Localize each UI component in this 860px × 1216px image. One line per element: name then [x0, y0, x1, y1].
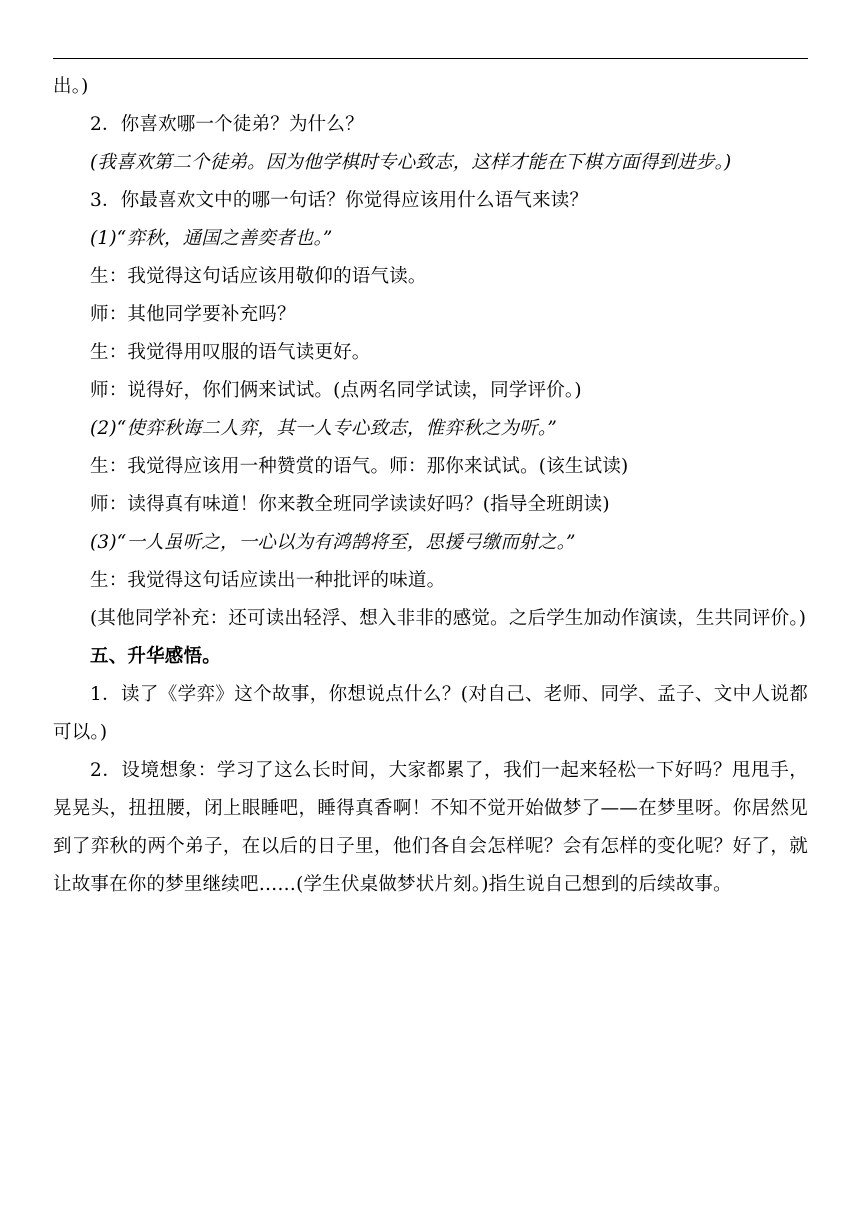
quote-1: (1)“弈秋，通国之善奕者也。” — [90, 228, 333, 249]
header-rule — [53, 58, 808, 59]
dialogue-line: 师：说得好，你们俩来试试。(点两名同学试读，同学评价。) — [90, 380, 582, 401]
quote-3: (3)“一人虽听之，一心以为有鸿鹄将至，思援弓缴而射之。” — [90, 532, 576, 553]
dialogue-line: 生：我觉得应该用一种赞赏的语气。师：那你来试试。(该生试读) — [90, 456, 629, 477]
activity-1: 1．读了《学弈》这个故事，你想说点什么？(对自己、老师、同学、孟子、文中人说都可以。) — [53, 684, 808, 743]
dialogue-line: 生：我觉得这句话应该用敬仰的语气读。 — [90, 266, 427, 287]
question-2: 2．你喜欢哪一个徒弟？为什么？ — [90, 114, 364, 135]
dialogue-line: 师：读得真有味道！你来教全班同学读读好吗？(指导全班朗读) — [90, 494, 610, 515]
dialogue-line: 生：我觉得用叹服的语气读更好。 — [90, 342, 371, 363]
supplement-note: (其他同学补充：还可读出轻浮、想入非非的感觉。之后学生加动作演读，生共同评价。) — [90, 608, 807, 629]
question-3: 3．你最喜欢文中的哪一句话？你觉得应该用什么语气来读？ — [90, 190, 589, 211]
document-body — [53, 68, 808, 904]
paragraph-continuation: 出。) — [53, 76, 89, 97]
quote-2: (2)“使弈秋诲二人弈，其一人专心致志，惟弈秋之为听。” — [90, 418, 557, 439]
dialogue-line: 生：我觉得这句话应读出一种批评的味道。 — [90, 570, 446, 591]
answer-2: (我喜欢第二个徒弟。因为他学棋时专心致志，这样才能在下棋方面得到进步。) — [90, 152, 732, 173]
dialogue-line: 师：其他同学要补充吗？ — [90, 304, 296, 325]
section-heading: 五、升华感悟。 — [90, 646, 221, 667]
activity-2: 2．设境想象：学习了这么长时间，大家都累了，我们一起来轻松一下好吗？甩甩手，晃晃头，扭扭腰，闭上眼睡吧，睡得真香啊！不知不觉开始做梦了——在梦里呀。你居然见到了弈秋的两个弟子，在以后的日子里，他们各自会怎样呢？会有怎样的变化呢？好了，就让故事在你的梦里继续吧……(学生伏桌做梦状片刻。)指生说自己想到的后续故事。 — [53, 760, 808, 895]
